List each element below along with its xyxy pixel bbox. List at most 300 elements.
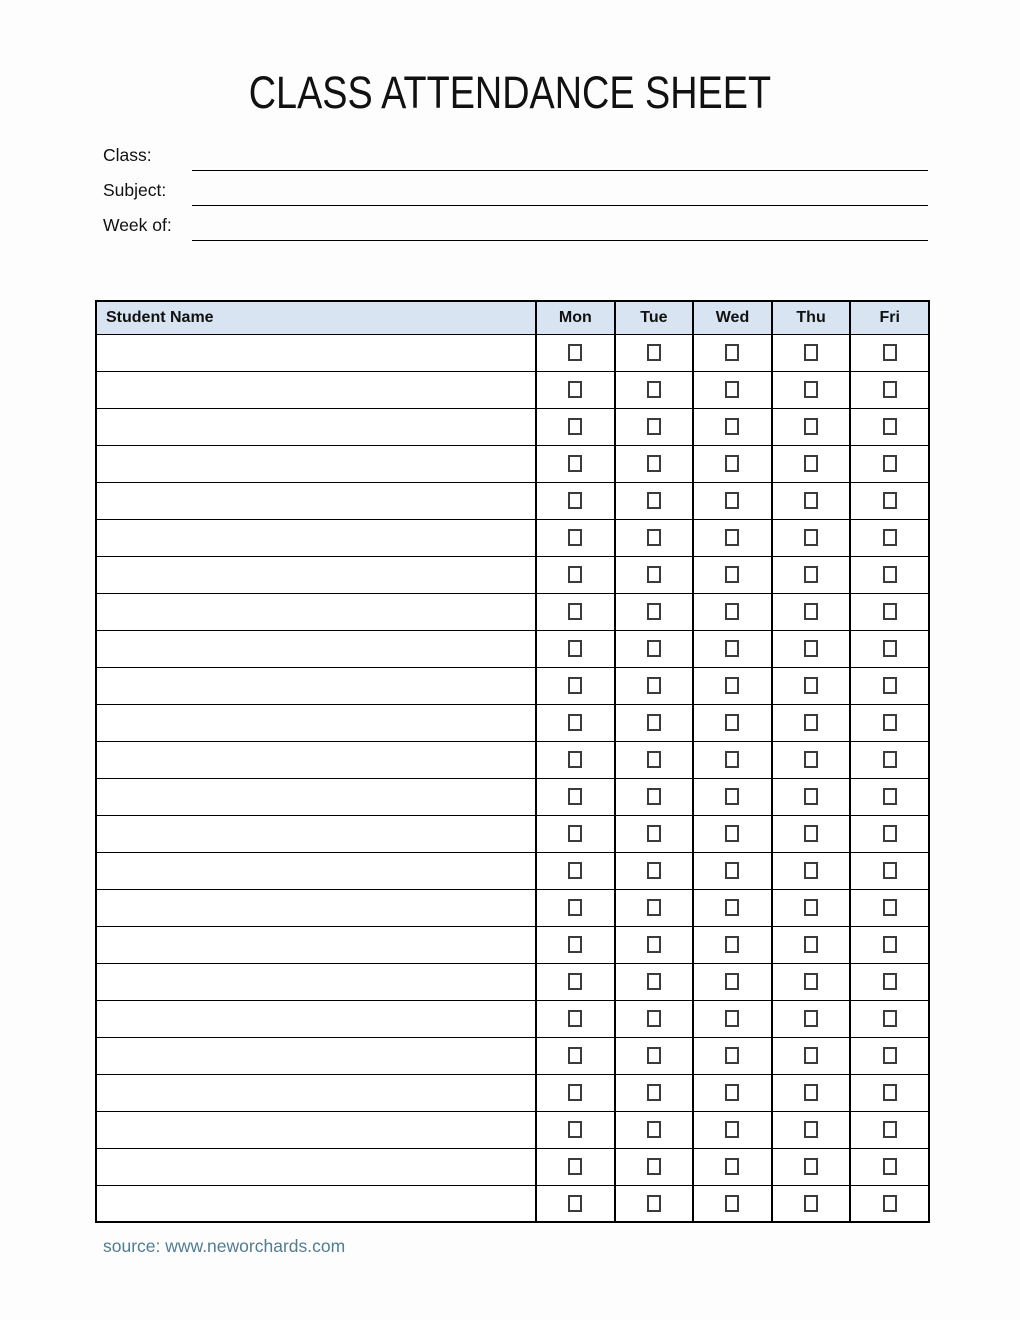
- student-name-cell[interactable]: [96, 1185, 536, 1222]
- attendance-checkbox[interactable]: [883, 455, 897, 472]
- student-name-cell[interactable]: [96, 445, 536, 482]
- attendance-checkbox[interactable]: [883, 492, 897, 509]
- attendance-checkbox[interactable]: [883, 1121, 897, 1138]
- attendance-checkbox[interactable]: [883, 529, 897, 546]
- attendance-day-cell: [693, 445, 772, 482]
- attendance-day-cell: [850, 852, 929, 889]
- attendance-day-cell: [615, 852, 694, 889]
- attendance-day-cell: [772, 963, 851, 1000]
- attendance-day-cell: [536, 889, 615, 926]
- attendance-day-cell: [850, 926, 929, 963]
- attendance-day-cell: [536, 778, 615, 815]
- attendance-day-cell: [850, 1148, 929, 1185]
- attendance-checkbox[interactable]: [725, 381, 739, 398]
- attendance-day-cell: [615, 926, 694, 963]
- attendance-checkbox[interactable]: [725, 788, 739, 805]
- attendance-checkbox[interactable]: [883, 714, 897, 731]
- attendance-checkbox[interactable]: [647, 344, 661, 361]
- attendance-day-cell: [536, 556, 615, 593]
- attendance-checkbox[interactable]: [804, 1010, 818, 1027]
- attendance-day-cell: [850, 556, 929, 593]
- student-name-cell[interactable]: [96, 889, 536, 926]
- attendance-day-cell: [536, 445, 615, 482]
- table-row: [96, 1037, 929, 1074]
- attendance-day-cell: [693, 704, 772, 741]
- page-title-text: CLASS ATTENDANCE SHEET: [248, 67, 772, 118]
- attendance-checkbox[interactable]: [568, 640, 582, 657]
- attendance-day-cell: [693, 852, 772, 889]
- attendance-checkbox[interactable]: [568, 418, 582, 435]
- attendance-checkbox[interactable]: [804, 1195, 818, 1212]
- attendance-checkbox[interactable]: [804, 344, 818, 361]
- attendance-day-cell: [693, 1000, 772, 1037]
- attendance-day-cell: [615, 1185, 694, 1222]
- attendance-day-cell: [615, 778, 694, 815]
- attendance-day-cell: [850, 445, 929, 482]
- attendance-day-cell: [850, 1037, 929, 1074]
- attendance-day-cell: [693, 1037, 772, 1074]
- attendance-day-cell: [536, 630, 615, 667]
- attendance-checkbox[interactable]: [647, 640, 661, 657]
- source-credit: source: www.neworchards.com: [103, 1236, 346, 1256]
- header-fields: [103, 136, 928, 241]
- attendance-day-cell: [772, 1074, 851, 1111]
- attendance-day-cell: [615, 1000, 694, 1037]
- header-day-tue: Tue: [615, 301, 694, 334]
- attendance-day-cell: [772, 630, 851, 667]
- attendance-checkbox[interactable]: [804, 862, 818, 879]
- student-name-cell[interactable]: [96, 630, 536, 667]
- student-name-cell[interactable]: [96, 1148, 536, 1185]
- attendance-day-cell: [615, 445, 694, 482]
- attendance-checkbox[interactable]: [804, 455, 818, 472]
- attendance-checkbox[interactable]: [647, 1121, 661, 1138]
- attendance-checkbox[interactable]: [804, 603, 818, 620]
- attendance-day-cell: [693, 482, 772, 519]
- attendance-day-cell: [850, 889, 929, 926]
- attendance-checkbox[interactable]: [883, 566, 897, 583]
- attendance-checkbox[interactable]: [725, 825, 739, 842]
- student-name-cell[interactable]: [96, 778, 536, 815]
- table-row: [96, 556, 929, 593]
- attendance-day-cell: [693, 371, 772, 408]
- attendance-day-cell: [615, 963, 694, 1000]
- attendance-checkbox[interactable]: [725, 1158, 739, 1175]
- attendance-day-cell: [772, 1000, 851, 1037]
- attendance-day-cell: [772, 1148, 851, 1185]
- class-field-label: Class:: [103, 145, 152, 165]
- attendance-day-cell: [850, 741, 929, 778]
- attendance-checkbox[interactable]: [568, 1121, 582, 1138]
- attendance-day-cell: [615, 667, 694, 704]
- attendance-day-cell: [693, 926, 772, 963]
- attendance-checkbox[interactable]: [647, 899, 661, 916]
- attendance-checkbox[interactable]: [804, 566, 818, 583]
- attendance-checkbox[interactable]: [883, 418, 897, 435]
- subject-field-line[interactable]: [192, 176, 928, 206]
- attendance-day-cell: [772, 667, 851, 704]
- student-name-cell[interactable]: [96, 1037, 536, 1074]
- attendance-day-cell: [536, 482, 615, 519]
- attendance-checkbox[interactable]: [804, 1121, 818, 1138]
- table-row: [96, 482, 929, 519]
- student-name-cell[interactable]: [96, 667, 536, 704]
- attendance-checkbox[interactable]: [647, 862, 661, 879]
- attendance-checkbox[interactable]: [725, 455, 739, 472]
- attendance-checkbox[interactable]: [647, 381, 661, 398]
- attendance-checkbox[interactable]: [647, 973, 661, 990]
- attendance-day-cell: [850, 704, 929, 741]
- attendance-day-cell: [772, 593, 851, 630]
- attendance-checkbox[interactable]: [568, 751, 582, 768]
- attendance-day-cell: [536, 1185, 615, 1222]
- attendance-checkbox[interactable]: [804, 1047, 818, 1064]
- student-name-cell[interactable]: [96, 704, 536, 741]
- attendance-checkbox[interactable]: [883, 973, 897, 990]
- student-name-cell[interactable]: [96, 408, 536, 445]
- attendance-day-cell: [693, 556, 772, 593]
- attendance-day-cell: [615, 741, 694, 778]
- attendance-checkbox[interactable]: [647, 751, 661, 768]
- attendance-day-cell: [693, 741, 772, 778]
- student-name-cell[interactable]: [96, 556, 536, 593]
- attendance-checkbox[interactable]: [804, 381, 818, 398]
- field-row-week-of: [103, 206, 928, 241]
- attendance-checkbox[interactable]: [725, 899, 739, 916]
- class-field-line[interactable]: [192, 141, 928, 171]
- table-row: [96, 852, 929, 889]
- table-row: [96, 778, 929, 815]
- student-name-cell[interactable]: [96, 1000, 536, 1037]
- attendance-checkbox[interactable]: [647, 825, 661, 842]
- attendance-checkbox[interactable]: [883, 825, 897, 842]
- attendance-day-cell: [536, 371, 615, 408]
- attendance-checkbox[interactable]: [883, 862, 897, 879]
- attendance-checkbox[interactable]: [647, 936, 661, 953]
- attendance-checkbox[interactable]: [568, 714, 582, 731]
- attendance-day-cell: [772, 815, 851, 852]
- student-name-cell[interactable]: [96, 519, 536, 556]
- attendance-checkbox[interactable]: [647, 455, 661, 472]
- attendance-checkbox[interactable]: [883, 344, 897, 361]
- attendance-checkbox[interactable]: [883, 1084, 897, 1101]
- student-name-cell[interactable]: [96, 371, 536, 408]
- attendance-checkbox[interactable]: [725, 344, 739, 361]
- attendance-checkbox[interactable]: [725, 1121, 739, 1138]
- attendance-day-cell: [693, 815, 772, 852]
- student-name-cell[interactable]: [96, 1111, 536, 1148]
- attendance-checkbox[interactable]: [804, 936, 818, 953]
- attendance-checkbox[interactable]: [647, 677, 661, 694]
- attendance-checkbox[interactable]: [804, 714, 818, 731]
- attendance-checkbox[interactable]: [568, 899, 582, 916]
- attendance-day-cell: [615, 1148, 694, 1185]
- attendance-checkbox[interactable]: [725, 1010, 739, 1027]
- field-row-class: [103, 136, 928, 171]
- attendance-day-cell: [693, 1185, 772, 1222]
- attendance-checkbox[interactable]: [568, 1010, 582, 1027]
- attendance-checkbox[interactable]: [647, 603, 661, 620]
- field-row-subject: [103, 171, 928, 206]
- attendance-day-cell: [615, 1111, 694, 1148]
- attendance-day-cell: [850, 371, 929, 408]
- attendance-day-cell: [615, 1037, 694, 1074]
- attendance-checkbox[interactable]: [804, 640, 818, 657]
- student-name-cell[interactable]: [96, 926, 536, 963]
- attendance-day-cell: [772, 741, 851, 778]
- attendance-checkbox[interactable]: [647, 1195, 661, 1212]
- attendance-day-cell: [693, 778, 772, 815]
- attendance-day-cell: [693, 667, 772, 704]
- attendance-checkbox[interactable]: [804, 1084, 818, 1101]
- attendance-table-body: [96, 334, 929, 1222]
- attendance-checkbox[interactable]: [647, 529, 661, 546]
- attendance-day-cell: [772, 519, 851, 556]
- attendance-day-cell: [772, 482, 851, 519]
- attendance-checkbox[interactable]: [725, 418, 739, 435]
- attendance-checkbox[interactable]: [568, 1195, 582, 1212]
- attendance-checkbox[interactable]: [804, 899, 818, 916]
- attendance-table-header: [96, 301, 929, 334]
- attendance-checkbox[interactable]: [725, 603, 739, 620]
- attendance-day-cell: [772, 778, 851, 815]
- attendance-checkbox[interactable]: [883, 677, 897, 694]
- attendance-checkbox[interactable]: [725, 714, 739, 731]
- attendance-checkbox[interactable]: [647, 1084, 661, 1101]
- attendance-day-cell: [850, 778, 929, 815]
- attendance-day-cell: [772, 408, 851, 445]
- attendance-day-cell: [850, 630, 929, 667]
- attendance-checkbox[interactable]: [647, 1010, 661, 1027]
- attendance-day-cell: [536, 926, 615, 963]
- attendance-day-cell: [772, 1037, 851, 1074]
- attendance-day-cell: [615, 482, 694, 519]
- attendance-checkbox[interactable]: [725, 529, 739, 546]
- attendance-day-cell: [850, 1074, 929, 1111]
- attendance-day-cell: [615, 371, 694, 408]
- attendance-day-cell: [850, 519, 929, 556]
- header-day-fri: Fri: [850, 301, 929, 334]
- page-title: [0, 67, 1020, 118]
- attendance-day-cell: [850, 482, 929, 519]
- attendance-day-cell: [536, 667, 615, 704]
- table-row: [96, 408, 929, 445]
- attendance-day-cell: [693, 334, 772, 371]
- week-of-field-label: Week of:: [103, 215, 172, 235]
- attendance-day-cell: [693, 593, 772, 630]
- attendance-day-cell: [536, 593, 615, 630]
- attendance-day-cell: [850, 1000, 929, 1037]
- student-name-cell[interactable]: [96, 593, 536, 630]
- attendance-day-cell: [615, 1074, 694, 1111]
- table-row: [96, 963, 929, 1000]
- attendance-checkbox[interactable]: [568, 529, 582, 546]
- table-row: [96, 630, 929, 667]
- attendance-checkbox[interactable]: [883, 751, 897, 768]
- header-student-name: Student Name: [96, 301, 536, 334]
- attendance-day-cell: [615, 519, 694, 556]
- attendance-checkbox[interactable]: [568, 936, 582, 953]
- attendance-day-cell: [536, 815, 615, 852]
- table-row: [96, 445, 929, 482]
- attendance-checkbox[interactable]: [568, 492, 582, 509]
- attendance-day-cell: [693, 1074, 772, 1111]
- table-row: [96, 667, 929, 704]
- attendance-checkbox[interactable]: [568, 862, 582, 879]
- attendance-day-cell: [850, 1185, 929, 1222]
- table-row: [96, 926, 929, 963]
- attendance-day-cell: [536, 963, 615, 1000]
- attendance-day-cell: [615, 334, 694, 371]
- attendance-checkbox[interactable]: [804, 973, 818, 990]
- student-name-cell[interactable]: [96, 334, 536, 371]
- attendance-day-cell: [850, 334, 929, 371]
- table-row: [96, 1185, 929, 1222]
- attendance-checkbox[interactable]: [725, 566, 739, 583]
- student-name-cell[interactable]: [96, 852, 536, 889]
- subject-field-label: Subject:: [103, 180, 167, 200]
- attendance-checkbox[interactable]: [883, 640, 897, 657]
- attendance-day-cell: [615, 408, 694, 445]
- table-row: [96, 1074, 929, 1111]
- attendance-day-cell: [536, 852, 615, 889]
- attendance-day-cell: [850, 593, 929, 630]
- attendance-day-cell: [536, 741, 615, 778]
- attendance-day-cell: [772, 1185, 851, 1222]
- table-row: [96, 593, 929, 630]
- attendance-checkbox[interactable]: [568, 973, 582, 990]
- student-name-cell[interactable]: [96, 482, 536, 519]
- attendance-checkbox[interactable]: [725, 1084, 739, 1101]
- attendance-day-cell: [850, 1111, 929, 1148]
- attendance-checkbox[interactable]: [568, 1084, 582, 1101]
- table-row: [96, 704, 929, 741]
- attendance-day-cell: [772, 556, 851, 593]
- attendance-day-cell: [693, 1111, 772, 1148]
- attendance-day-cell: [772, 445, 851, 482]
- attendance-checkbox[interactable]: [725, 640, 739, 657]
- attendance-checkbox[interactable]: [568, 788, 582, 805]
- attendance-checkbox[interactable]: [804, 492, 818, 509]
- attendance-checkbox[interactable]: [883, 1010, 897, 1027]
- student-name-cell[interactable]: [96, 815, 536, 852]
- attendance-checkbox[interactable]: [725, 973, 739, 990]
- header-day-thu: Thu: [772, 301, 851, 334]
- attendance-day-cell: [772, 704, 851, 741]
- header-row: [96, 301, 929, 334]
- header-day-wed: Wed: [693, 301, 772, 334]
- attendance-day-cell: [615, 815, 694, 852]
- attendance-checkbox[interactable]: [725, 751, 739, 768]
- attendance-checkbox[interactable]: [568, 566, 582, 583]
- attendance-day-cell: [693, 889, 772, 926]
- student-name-cell[interactable]: [96, 741, 536, 778]
- table-row: [96, 1148, 929, 1185]
- attendance-checkbox[interactable]: [725, 936, 739, 953]
- header-day-mon: Mon: [536, 301, 615, 334]
- attendance-day-cell: [850, 408, 929, 445]
- attendance-checkbox[interactable]: [883, 603, 897, 620]
- attendance-checkbox[interactable]: [804, 825, 818, 842]
- attendance-checkbox[interactable]: [568, 1047, 582, 1064]
- attendance-checkbox[interactable]: [647, 788, 661, 805]
- attendance-day-cell: [615, 704, 694, 741]
- attendance-day-cell: [615, 556, 694, 593]
- attendance-day-cell: [615, 593, 694, 630]
- attendance-day-cell: [772, 334, 851, 371]
- attendance-day-cell: [772, 371, 851, 408]
- attendance-day-cell: [615, 889, 694, 926]
- attendance-checkbox[interactable]: [883, 788, 897, 805]
- attendance-day-cell: [693, 630, 772, 667]
- attendance-checkbox[interactable]: [568, 677, 582, 694]
- attendance-checkbox[interactable]: [804, 1158, 818, 1175]
- attendance-day-cell: [693, 519, 772, 556]
- attendance-day-cell: [536, 334, 615, 371]
- attendance-day-cell: [693, 408, 772, 445]
- attendance-checkbox[interactable]: [804, 677, 818, 694]
- table-row: [96, 1111, 929, 1148]
- attendance-checkbox[interactable]: [647, 566, 661, 583]
- attendance-checkbox[interactable]: [568, 1158, 582, 1175]
- attendance-checkbox[interactable]: [647, 418, 661, 435]
- table-row: [96, 334, 929, 371]
- attendance-checkbox[interactable]: [568, 603, 582, 620]
- attendance-checkbox[interactable]: [725, 1195, 739, 1212]
- attendance-checkbox[interactable]: [568, 344, 582, 361]
- attendance-checkbox[interactable]: [725, 677, 739, 694]
- attendance-day-cell: [772, 852, 851, 889]
- attendance-checkbox[interactable]: [804, 751, 818, 768]
- attendance-checkbox[interactable]: [725, 862, 739, 879]
- attendance-checkbox[interactable]: [568, 455, 582, 472]
- attendance-checkbox[interactable]: [883, 381, 897, 398]
- attendance-checkbox[interactable]: [883, 936, 897, 953]
- attendance-checkbox[interactable]: [647, 1158, 661, 1175]
- table-row: [96, 741, 929, 778]
- attendance-checkbox[interactable]: [883, 1047, 897, 1064]
- attendance-checkbox[interactable]: [647, 714, 661, 731]
- attendance-day-cell: [536, 1111, 615, 1148]
- attendance-checkbox[interactable]: [804, 529, 818, 546]
- student-name-cell[interactable]: [96, 963, 536, 1000]
- student-name-cell[interactable]: [96, 1074, 536, 1111]
- attendance-checkbox[interactable]: [647, 492, 661, 509]
- attendance-day-cell: [772, 889, 851, 926]
- attendance-checkbox[interactable]: [568, 381, 582, 398]
- attendance-checkbox[interactable]: [804, 418, 818, 435]
- attendance-checkbox[interactable]: [647, 1047, 661, 1064]
- attendance-checkbox[interactable]: [804, 788, 818, 805]
- attendance-checkbox[interactable]: [725, 1047, 739, 1064]
- week-of-field-line[interactable]: [192, 211, 928, 241]
- table-row: [96, 519, 929, 556]
- attendance-day-cell: [536, 1037, 615, 1074]
- attendance-day-cell: [615, 630, 694, 667]
- table-row: [96, 815, 929, 852]
- attendance-day-cell: [536, 1074, 615, 1111]
- attendance-day-cell: [536, 704, 615, 741]
- attendance-day-cell: [693, 963, 772, 1000]
- attendance-day-cell: [772, 926, 851, 963]
- attendance-day-cell: [850, 963, 929, 1000]
- attendance-day-cell: [536, 1148, 615, 1185]
- attendance-checkbox[interactable]: [568, 825, 582, 842]
- attendance-checkbox[interactable]: [725, 492, 739, 509]
- attendance-checkbox[interactable]: [883, 899, 897, 916]
- attendance-checkbox[interactable]: [883, 1158, 897, 1175]
- attendance-checkbox[interactable]: [883, 1195, 897, 1212]
